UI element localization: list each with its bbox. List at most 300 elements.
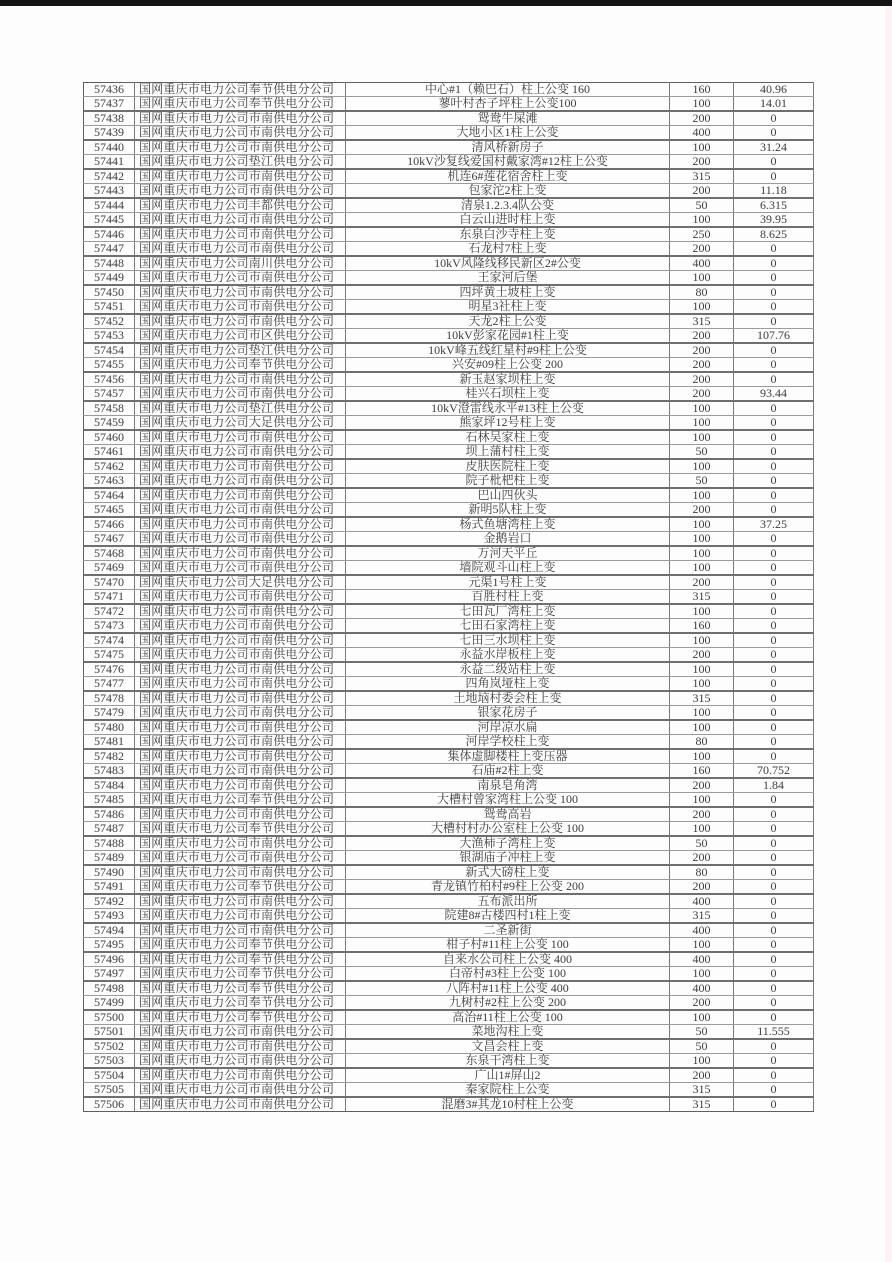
table-row bbox=[84, 213, 814, 228]
cell-record-id: 57457 bbox=[84, 387, 135, 402]
table-row bbox=[84, 793, 814, 808]
table-row bbox=[84, 488, 814, 503]
table-row bbox=[84, 648, 814, 663]
cell-capacity: 250 bbox=[670, 227, 734, 242]
cell-facility-name: 坝上蒲村柱上变 bbox=[346, 445, 670, 460]
table-row bbox=[84, 517, 814, 532]
cell-value: 14.01 bbox=[734, 97, 814, 112]
cell-capacity: 200 bbox=[670, 778, 734, 793]
cell-record-id: 57476 bbox=[84, 662, 135, 677]
cell-record-id: 57472 bbox=[84, 604, 135, 619]
cell-facility-name: 10kV沙复线爱国村戴家湾#12柱上公变 bbox=[346, 155, 670, 170]
cell-capacity: 315 bbox=[670, 314, 734, 329]
cell-company: 国网重庆市电力公司市南供电分公司 bbox=[135, 836, 346, 851]
table-row bbox=[84, 764, 814, 779]
table-row bbox=[84, 778, 814, 793]
cell-facility-name: 皮肤医院柱上变 bbox=[346, 459, 670, 474]
cell-facility-name: 四坪黄土坡柱上变 bbox=[346, 285, 670, 300]
cell-company: 国网重庆市电力公司市南供电分公司 bbox=[135, 169, 346, 184]
table-row bbox=[84, 706, 814, 721]
cell-facility-name: 百胜村柱上变 bbox=[346, 590, 670, 605]
cell-value: 0 bbox=[734, 314, 814, 329]
cell-facility-name: 金鹅岩口 bbox=[346, 532, 670, 547]
cell-company: 国网重庆市电力公司市南供电分公司 bbox=[135, 372, 346, 387]
cell-capacity: 100 bbox=[670, 213, 734, 228]
cell-facility-name: 元渠1号柱上变 bbox=[346, 575, 670, 590]
cell-record-id: 57492 bbox=[84, 894, 135, 909]
cell-record-id: 57475 bbox=[84, 648, 135, 663]
cell-value: 0 bbox=[734, 633, 814, 648]
cell-capacity: 200 bbox=[670, 648, 734, 663]
cell-company: 国网重庆市电力公司市南供电分公司 bbox=[135, 213, 346, 228]
cell-record-id: 57506 bbox=[84, 1097, 135, 1112]
cell-record-id: 57495 bbox=[84, 938, 135, 953]
cell-company: 国网重庆市电力公司奉节供电分公司 bbox=[135, 880, 346, 895]
cell-record-id: 57480 bbox=[84, 720, 135, 735]
cell-value: 0 bbox=[734, 1039, 814, 1054]
cell-facility-name: 南泉皂角湾 bbox=[346, 778, 670, 793]
cell-facility-name: 桂兴石坝柱上变 bbox=[346, 387, 670, 402]
cell-capacity: 50 bbox=[670, 198, 734, 213]
cell-value: 0 bbox=[734, 1097, 814, 1112]
cell-capacity: 200 bbox=[670, 343, 734, 358]
cell-value: 107.76 bbox=[734, 329, 814, 344]
cell-capacity: 200 bbox=[670, 111, 734, 126]
cell-company: 国网重庆市电力公司大足供电分公司 bbox=[135, 416, 346, 431]
cell-value: 0 bbox=[734, 242, 814, 257]
cell-value: 0 bbox=[734, 691, 814, 706]
table-row bbox=[84, 271, 814, 286]
cell-capacity: 200 bbox=[670, 851, 734, 866]
cell-capacity: 160 bbox=[670, 83, 734, 97]
cell-facility-name: 永益水岸板柱上变 bbox=[346, 648, 670, 663]
cell-facility-name: 石林吴家柱上变 bbox=[346, 430, 670, 445]
cell-record-id: 57453 bbox=[84, 329, 135, 344]
cell-value: 0 bbox=[734, 474, 814, 489]
cell-record-id: 57439 bbox=[84, 126, 135, 141]
cell-record-id: 57460 bbox=[84, 430, 135, 445]
cell-capacity: 400 bbox=[670, 894, 734, 909]
cell-value: 0 bbox=[734, 662, 814, 677]
cell-value: 0 bbox=[734, 343, 814, 358]
cell-company: 国网重庆市电力公司市南供电分公司 bbox=[135, 662, 346, 677]
cell-value: 0 bbox=[734, 735, 814, 750]
cell-company: 国网重庆市电力公司市南供电分公司 bbox=[135, 140, 346, 155]
cell-capacity: 80 bbox=[670, 865, 734, 880]
cell-company: 国网重庆市电力公司市南供电分公司 bbox=[135, 1039, 346, 1054]
cell-value: 0 bbox=[734, 300, 814, 315]
cell-record-id: 57483 bbox=[84, 764, 135, 779]
cell-capacity: 400 bbox=[670, 256, 734, 271]
cell-facility-name: 包家沱2柱上变 bbox=[346, 184, 670, 199]
table-row bbox=[84, 822, 814, 837]
cell-value: 0 bbox=[734, 111, 814, 126]
cell-company: 国网重庆市电力公司奉节供电分公司 bbox=[135, 358, 346, 373]
cell-company: 国网重庆市电力公司市南供电分公司 bbox=[135, 546, 346, 561]
cell-company: 国网重庆市电力公司奉节供电分公司 bbox=[135, 1010, 346, 1025]
cell-record-id: 57467 bbox=[84, 532, 135, 547]
cell-company: 国网重庆市电力公司市南供电分公司 bbox=[135, 561, 346, 576]
cell-value: 0 bbox=[734, 1054, 814, 1069]
table-row bbox=[84, 184, 814, 199]
cell-record-id: 57455 bbox=[84, 358, 135, 373]
cell-facility-name: 五布派出所 bbox=[346, 894, 670, 909]
cell-capacity: 100 bbox=[670, 140, 734, 155]
table-row bbox=[84, 923, 814, 938]
table-row bbox=[84, 140, 814, 155]
cell-facility-name: 广山1#屏山2 bbox=[346, 1068, 670, 1083]
cell-value: 0 bbox=[734, 271, 814, 286]
cell-value: 0 bbox=[734, 445, 814, 460]
cell-facility-name: 清风桥新房子 bbox=[346, 140, 670, 155]
cell-facility-name: 高治#11柱上公变 100 bbox=[346, 1010, 670, 1025]
cell-record-id: 57504 bbox=[84, 1068, 135, 1083]
cell-value: 0 bbox=[734, 126, 814, 141]
cell-company: 国网重庆市电力公司奉节供电分公司 bbox=[135, 952, 346, 967]
cell-company: 国网重庆市电力公司市南供电分公司 bbox=[135, 242, 346, 257]
cell-capacity: 100 bbox=[670, 430, 734, 445]
cell-value: 0 bbox=[734, 590, 814, 605]
cell-facility-name: 机连6#莲花宿舍柱上变 bbox=[346, 169, 670, 184]
cell-company: 国网重庆市电力公司市南供电分公司 bbox=[135, 735, 346, 750]
scan-top-bar bbox=[0, 0, 892, 6]
cell-record-id: 57488 bbox=[84, 836, 135, 851]
cell-company: 国网重庆市电力公司市南供电分公司 bbox=[135, 865, 346, 880]
cell-capacity: 80 bbox=[670, 735, 734, 750]
table-row bbox=[84, 619, 814, 634]
cell-facility-name: 东泉干湾柱上变 bbox=[346, 1054, 670, 1069]
cell-record-id: 57447 bbox=[84, 242, 135, 257]
cell-facility-name: 10kV澄雷线永平#13柱上公变 bbox=[346, 401, 670, 416]
table-row bbox=[84, 807, 814, 822]
cell-company: 国网重庆市电力公司垫江供电分公司 bbox=[135, 155, 346, 170]
cell-facility-name: 大槽村曾家湾柱上公变 100 bbox=[346, 793, 670, 808]
cell-facility-name: 天龙2柱上公变 bbox=[346, 314, 670, 329]
cell-value: 0 bbox=[734, 923, 814, 938]
table-row bbox=[84, 952, 814, 967]
table-row bbox=[84, 604, 814, 619]
cell-record-id: 57436 bbox=[84, 83, 135, 97]
cell-facility-name: 河岸凉水扁 bbox=[346, 720, 670, 735]
transformer-records-table bbox=[83, 82, 814, 1112]
cell-value: 0 bbox=[734, 967, 814, 982]
table-row bbox=[84, 126, 814, 141]
cell-record-id: 57445 bbox=[84, 213, 135, 228]
cell-company: 国网重庆市电力公司南川供电分公司 bbox=[135, 256, 346, 271]
cell-value: 0 bbox=[734, 836, 814, 851]
cell-facility-name: 七田石家湾柱上变 bbox=[346, 619, 670, 634]
cell-facility-name: 新玉赵家坝柱上变 bbox=[346, 372, 670, 387]
cell-facility-name: 新式大磅柱上变 bbox=[346, 865, 670, 880]
cell-value: 37.25 bbox=[734, 517, 814, 532]
cell-company: 国网重庆市电力公司市南供电分公司 bbox=[135, 111, 346, 126]
cell-capacity: 315 bbox=[670, 1097, 734, 1112]
cell-company: 国网重庆市电力公司市南供电分公司 bbox=[135, 387, 346, 402]
cell-capacity: 315 bbox=[670, 169, 734, 184]
cell-value: 6.315 bbox=[734, 198, 814, 213]
cell-value: 0 bbox=[734, 546, 814, 561]
cell-capacity: 100 bbox=[670, 677, 734, 692]
cell-company: 国网重庆市电力公司市南供电分公司 bbox=[135, 590, 346, 605]
cell-record-id: 57494 bbox=[84, 923, 135, 938]
cell-value: 0 bbox=[734, 720, 814, 735]
cell-record-id: 57452 bbox=[84, 314, 135, 329]
cell-company: 国网重庆市电力公司市南供电分公司 bbox=[135, 691, 346, 706]
cell-record-id: 57500 bbox=[84, 1010, 135, 1025]
table-row bbox=[84, 169, 814, 184]
cell-capacity: 100 bbox=[670, 546, 734, 561]
table-row bbox=[84, 459, 814, 474]
table-row bbox=[84, 590, 814, 605]
cell-record-id: 57485 bbox=[84, 793, 135, 808]
cell-facility-name: 集体虚脚楼柱上变压器 bbox=[346, 749, 670, 764]
cell-capacity: 100 bbox=[670, 1010, 734, 1025]
cell-company: 国网重庆市电力公司奉节供电分公司 bbox=[135, 967, 346, 982]
cell-record-id: 57438 bbox=[84, 111, 135, 126]
table-row bbox=[84, 996, 814, 1011]
cell-value: 0 bbox=[734, 996, 814, 1011]
table-row bbox=[84, 749, 814, 764]
table-row bbox=[84, 372, 814, 387]
cell-facility-name: 巴山四伙头 bbox=[346, 488, 670, 503]
cell-record-id: 57489 bbox=[84, 851, 135, 866]
cell-facility-name: 二圣新街 bbox=[346, 923, 670, 938]
cell-value: 0 bbox=[734, 401, 814, 416]
cell-facility-name: 院建8#古楼四村1柱上变 bbox=[346, 909, 670, 924]
cell-value: 0 bbox=[734, 909, 814, 924]
cell-value: 0 bbox=[734, 532, 814, 547]
cell-capacity: 100 bbox=[670, 662, 734, 677]
cell-capacity: 315 bbox=[670, 590, 734, 605]
cell-capacity: 200 bbox=[670, 503, 734, 518]
cell-capacity: 100 bbox=[670, 706, 734, 721]
cell-value: 0 bbox=[734, 1010, 814, 1025]
cell-company: 国网重庆市电力公司市区供电分公司 bbox=[135, 329, 346, 344]
cell-company: 国网重庆市电力公司垫江供电分公司 bbox=[135, 343, 346, 358]
cell-value: 0 bbox=[734, 677, 814, 692]
cell-company: 国网重庆市电力公司市南供电分公司 bbox=[135, 1054, 346, 1069]
cell-record-id: 57478 bbox=[84, 691, 135, 706]
cell-value: 0 bbox=[734, 430, 814, 445]
cell-capacity: 100 bbox=[670, 1054, 734, 1069]
cell-capacity: 100 bbox=[670, 532, 734, 547]
cell-company: 国网重庆市电力公司垫江供电分公司 bbox=[135, 401, 346, 416]
table-row bbox=[84, 1068, 814, 1083]
cell-facility-name: 蓼叶村杏子坪柱上公变100 bbox=[346, 97, 670, 112]
cell-record-id: 57470 bbox=[84, 575, 135, 590]
table-row bbox=[84, 198, 814, 213]
cell-capacity: 200 bbox=[670, 242, 734, 257]
table-row bbox=[84, 503, 814, 518]
cell-value: 0 bbox=[734, 1083, 814, 1098]
cell-facility-name: 秦家院柱上公变 bbox=[346, 1083, 670, 1098]
cell-value: 0 bbox=[734, 865, 814, 880]
cell-capacity: 100 bbox=[670, 401, 734, 416]
cell-value: 0 bbox=[734, 155, 814, 170]
table-row bbox=[84, 358, 814, 373]
cell-value: 0 bbox=[734, 807, 814, 822]
cell-facility-name: 七田三水坝柱上变 bbox=[346, 633, 670, 648]
cell-facility-name: 混磨3#其龙10村柱上公变 bbox=[346, 1097, 670, 1112]
cell-capacity: 100 bbox=[670, 97, 734, 112]
cell-company: 国网重庆市电力公司市南供电分公司 bbox=[135, 1097, 346, 1112]
table-row bbox=[84, 343, 814, 358]
cell-facility-name: 院子枇杷柱上变 bbox=[346, 474, 670, 489]
cell-company: 国网重庆市电力公司市南供电分公司 bbox=[135, 909, 346, 924]
cell-record-id: 57461 bbox=[84, 445, 135, 460]
cell-value: 0 bbox=[734, 358, 814, 373]
table-row bbox=[84, 1054, 814, 1069]
table-row bbox=[84, 300, 814, 315]
table-row bbox=[84, 1039, 814, 1054]
cell-company: 国网重庆市电力公司市南供电分公司 bbox=[135, 126, 346, 141]
cell-company: 国网重庆市电力公司市南供电分公司 bbox=[135, 720, 346, 735]
cell-record-id: 57450 bbox=[84, 285, 135, 300]
cell-company: 国网重庆市电力公司奉节供电分公司 bbox=[135, 83, 346, 97]
table-row bbox=[84, 677, 814, 692]
cell-record-id: 57501 bbox=[84, 1025, 135, 1040]
cell-facility-name: 墙院观斗山柱上变 bbox=[346, 561, 670, 576]
table-row bbox=[84, 416, 814, 431]
cell-facility-name: 石龙村7柱上变 bbox=[346, 242, 670, 257]
table-row bbox=[84, 880, 814, 895]
cell-facility-name: 大地小区1柱上公变 bbox=[346, 126, 670, 141]
cell-facility-name: 八阵村#11柱上公变 400 bbox=[346, 981, 670, 996]
cell-capacity: 400 bbox=[670, 981, 734, 996]
cell-record-id: 57479 bbox=[84, 706, 135, 721]
table-row bbox=[84, 865, 814, 880]
cell-record-id: 57466 bbox=[84, 517, 135, 532]
cell-value: 0 bbox=[734, 416, 814, 431]
cell-value: 0 bbox=[734, 561, 814, 576]
cell-record-id: 57437 bbox=[84, 97, 135, 112]
cell-value: 0 bbox=[734, 604, 814, 619]
cell-value: 0 bbox=[734, 749, 814, 764]
cell-capacity: 100 bbox=[670, 561, 734, 576]
cell-facility-name: 明星3社柱上变 bbox=[346, 300, 670, 315]
table-row bbox=[84, 1083, 814, 1098]
cell-record-id: 57469 bbox=[84, 561, 135, 576]
cell-record-id: 57482 bbox=[84, 749, 135, 764]
table-row bbox=[84, 474, 814, 489]
cell-capacity: 100 bbox=[670, 793, 734, 808]
cell-value: 0 bbox=[734, 488, 814, 503]
cell-capacity: 315 bbox=[670, 1083, 734, 1098]
table-row bbox=[84, 691, 814, 706]
scan-right-edge bbox=[885, 6, 892, 1262]
cell-facility-name: 银家花房子 bbox=[346, 706, 670, 721]
table-row bbox=[84, 735, 814, 750]
cell-capacity: 50 bbox=[670, 836, 734, 851]
cell-facility-name: 杨式鱼塘湾柱上变 bbox=[346, 517, 670, 532]
cell-value: 0 bbox=[734, 459, 814, 474]
cell-record-id: 57474 bbox=[84, 633, 135, 648]
cell-facility-name: 大渔柿子湾柱上变 bbox=[346, 836, 670, 851]
cell-value: 0 bbox=[734, 894, 814, 909]
table-row bbox=[84, 851, 814, 866]
table-row bbox=[84, 894, 814, 909]
cell-company: 国网重庆市电力公司奉节供电分公司 bbox=[135, 996, 346, 1011]
cell-value: 11.18 bbox=[734, 184, 814, 199]
cell-record-id: 57477 bbox=[84, 677, 135, 692]
table-row bbox=[84, 111, 814, 126]
cell-record-id: 57497 bbox=[84, 967, 135, 982]
table-row bbox=[84, 155, 814, 170]
cell-facility-name: 永益二级站柱上变 bbox=[346, 662, 670, 677]
cell-facility-name: 10kV彭家花园#1柱上变 bbox=[346, 329, 670, 344]
cell-value: 31.24 bbox=[734, 140, 814, 155]
table-row bbox=[84, 981, 814, 996]
cell-facility-name: 柑子村#11柱上公变 100 bbox=[346, 938, 670, 953]
cell-company: 国网重庆市电力公司市南供电分公司 bbox=[135, 764, 346, 779]
cell-facility-name: 中心#1（赖巴石）柱上公变 160 bbox=[346, 83, 670, 97]
cell-capacity: 400 bbox=[670, 923, 734, 938]
cell-record-id: 57493 bbox=[84, 909, 135, 924]
cell-capacity: 200 bbox=[670, 372, 734, 387]
cell-record-id: 57459 bbox=[84, 416, 135, 431]
cell-record-id: 57456 bbox=[84, 372, 135, 387]
cell-company: 国网重庆市电力公司市南供电分公司 bbox=[135, 517, 346, 532]
cell-value: 0 bbox=[734, 938, 814, 953]
cell-value: 0 bbox=[734, 851, 814, 866]
cell-capacity: 200 bbox=[670, 807, 734, 822]
cell-company: 国网重庆市电力公司市南供电分公司 bbox=[135, 271, 346, 286]
cell-company: 国网重庆市电力公司大足供电分公司 bbox=[135, 575, 346, 590]
cell-capacity: 400 bbox=[670, 952, 734, 967]
cell-facility-name: 鸳鸯高岩 bbox=[346, 807, 670, 822]
cell-value: 0 bbox=[734, 169, 814, 184]
cell-record-id: 57451 bbox=[84, 300, 135, 315]
table-row bbox=[84, 97, 814, 112]
cell-capacity: 100 bbox=[670, 271, 734, 286]
cell-company: 国网重庆市电力公司市南供电分公司 bbox=[135, 923, 346, 938]
cell-record-id: 57499 bbox=[84, 996, 135, 1011]
cell-capacity: 200 bbox=[670, 358, 734, 373]
cell-facility-name: 七田瓦厂湾柱上变 bbox=[346, 604, 670, 619]
cell-company: 国网重庆市电力公司市南供电分公司 bbox=[135, 749, 346, 764]
table-row bbox=[84, 662, 814, 677]
table-row bbox=[84, 329, 814, 344]
cell-record-id: 57503 bbox=[84, 1054, 135, 1069]
cell-company: 国网重庆市电力公司市南供电分公司 bbox=[135, 503, 346, 518]
cell-company: 国网重庆市电力公司市南供电分公司 bbox=[135, 300, 346, 315]
cell-record-id: 57498 bbox=[84, 981, 135, 996]
cell-company: 国网重庆市电力公司市南供电分公司 bbox=[135, 227, 346, 242]
cell-record-id: 57505 bbox=[84, 1083, 135, 1098]
cell-capacity: 160 bbox=[670, 764, 734, 779]
cell-record-id: 57458 bbox=[84, 401, 135, 416]
cell-company: 国网重庆市电力公司丰都供电分公司 bbox=[135, 198, 346, 213]
cell-record-id: 57443 bbox=[84, 184, 135, 199]
cell-company: 国网重庆市电力公司市南供电分公司 bbox=[135, 619, 346, 634]
cell-facility-name: 银湖庙子冲柱上变 bbox=[346, 851, 670, 866]
cell-value: 0 bbox=[734, 619, 814, 634]
cell-capacity: 200 bbox=[670, 184, 734, 199]
cell-record-id: 57490 bbox=[84, 865, 135, 880]
cell-record-id: 57462 bbox=[84, 459, 135, 474]
cell-facility-name: 菜地沟柱上变 bbox=[346, 1025, 670, 1040]
cell-capacity: 50 bbox=[670, 445, 734, 460]
cell-facility-name: 清泉1.2.3.4队公变 bbox=[346, 198, 670, 213]
cell-company: 国网重庆市电力公司市南供电分公司 bbox=[135, 706, 346, 721]
cell-capacity: 100 bbox=[670, 517, 734, 532]
cell-record-id: 57441 bbox=[84, 155, 135, 170]
cell-facility-name: 兴安#09柱上公变 200 bbox=[346, 358, 670, 373]
cell-facility-name: 九树村#2柱上公变 200 bbox=[346, 996, 670, 1011]
cell-value: 0 bbox=[734, 503, 814, 518]
cell-facility-name: 万河天平丘 bbox=[346, 546, 670, 561]
cell-company: 国网重庆市电力公司市南供电分公司 bbox=[135, 430, 346, 445]
